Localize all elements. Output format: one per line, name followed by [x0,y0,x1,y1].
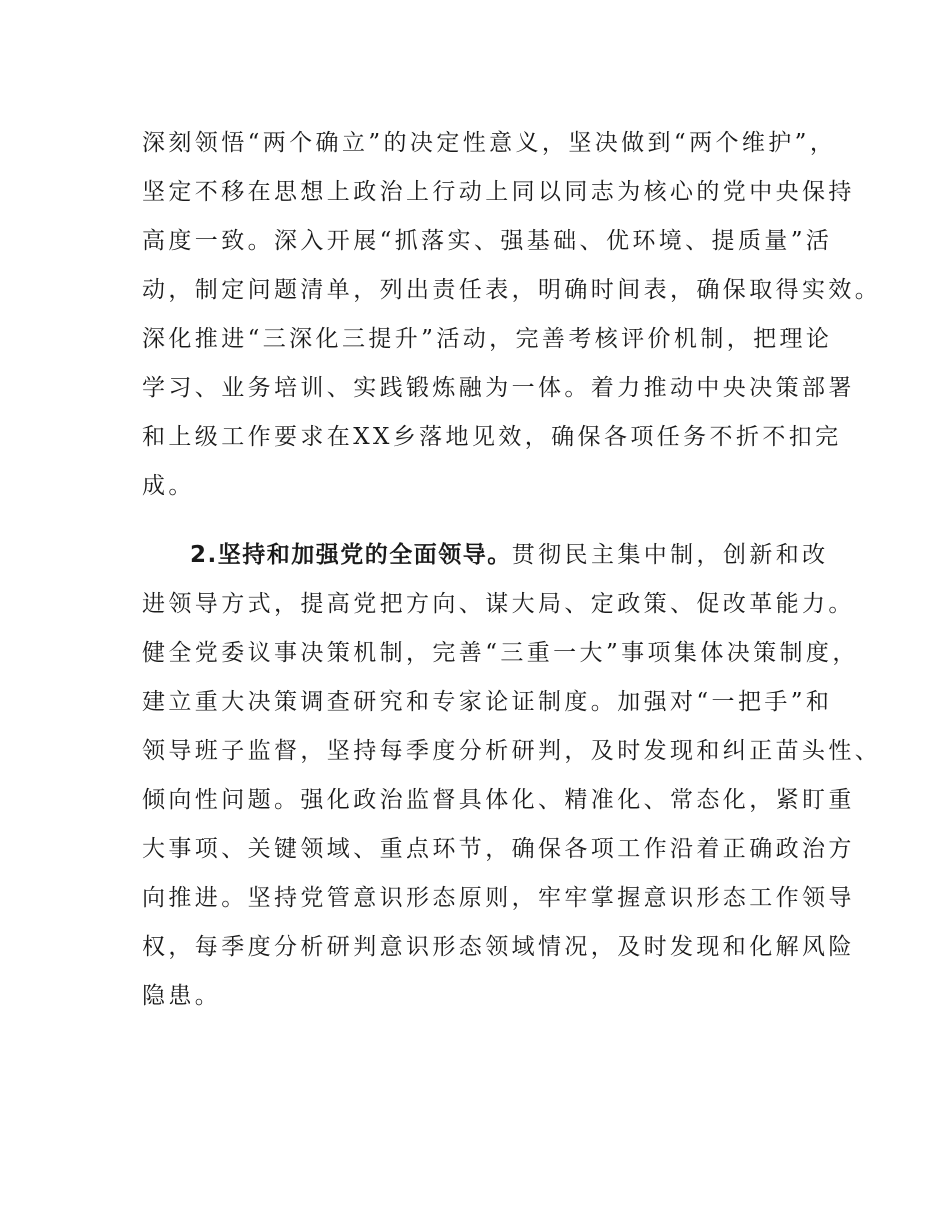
paragraph-line: 动，制定问题清单，列出责任表，明确时间表，确保取得实效。 [142,277,882,303]
paragraph-line: 深化推进“三深化三提升”活动，完善考核评价机制，把理论 [142,326,833,352]
paragraph-line: 权，每季度分析研判意识形态领域情况，及时发现和化解风险 [142,934,855,960]
paragraph-line: 健全党委议事决策机制，完善“三重一大”事项集体决策制度， [142,640,859,666]
paragraph-line: 高度一致。深入开展“抓落实、强基础、优环境、提质量”活 [142,228,833,254]
paragraph-line: 和上级工作要求在XX乡落地见效，确保各项任务不折不扣完 [142,424,842,450]
paragraph-first-line [190,535,832,575]
paragraph-line: 成。 [142,473,195,499]
paragraph-line: 进领导方式，提高党把方向、谋大局、定政策、促改革能力。 [142,591,855,617]
heading-line-text: 贯彻民主集中制，创新和改 [511,542,829,568]
paragraph-line: 坚定不移在思想上政治上行动上同以同志为核心的党中央保持 [142,179,855,205]
paragraph-line: 大事项、关键领域、重点环节，确保各项工作沿着正确政治方 [142,836,855,862]
paragraph-line: 深刻领悟“两个确立”的决定性意义，坚决做到“两个维护”， [142,130,837,156]
paragraph-line: 向推进。坚持党管意识形态原则，牢牢掌握意识形态工作领导 [142,885,855,911]
section-heading: 2.坚持和加强党的全面领导。 [190,542,512,568]
paragraph-line: 学习、业务培训、实践锻炼融为一体。着力推动中央决策部署 [142,375,855,401]
paragraph-line: 倾向性问题。强化政治监督具体化、精准化、常态化，紧盯重 [142,787,855,813]
paragraph-line: 建立重大决策调查研究和专家论证制度。加强对“一把手”和 [142,689,833,715]
paragraph-line: 隐患。 [142,983,222,1009]
paragraph-line: 领导班子监督，坚持每季度分析研判，及时发现和纠正苗头性、 [142,738,882,764]
